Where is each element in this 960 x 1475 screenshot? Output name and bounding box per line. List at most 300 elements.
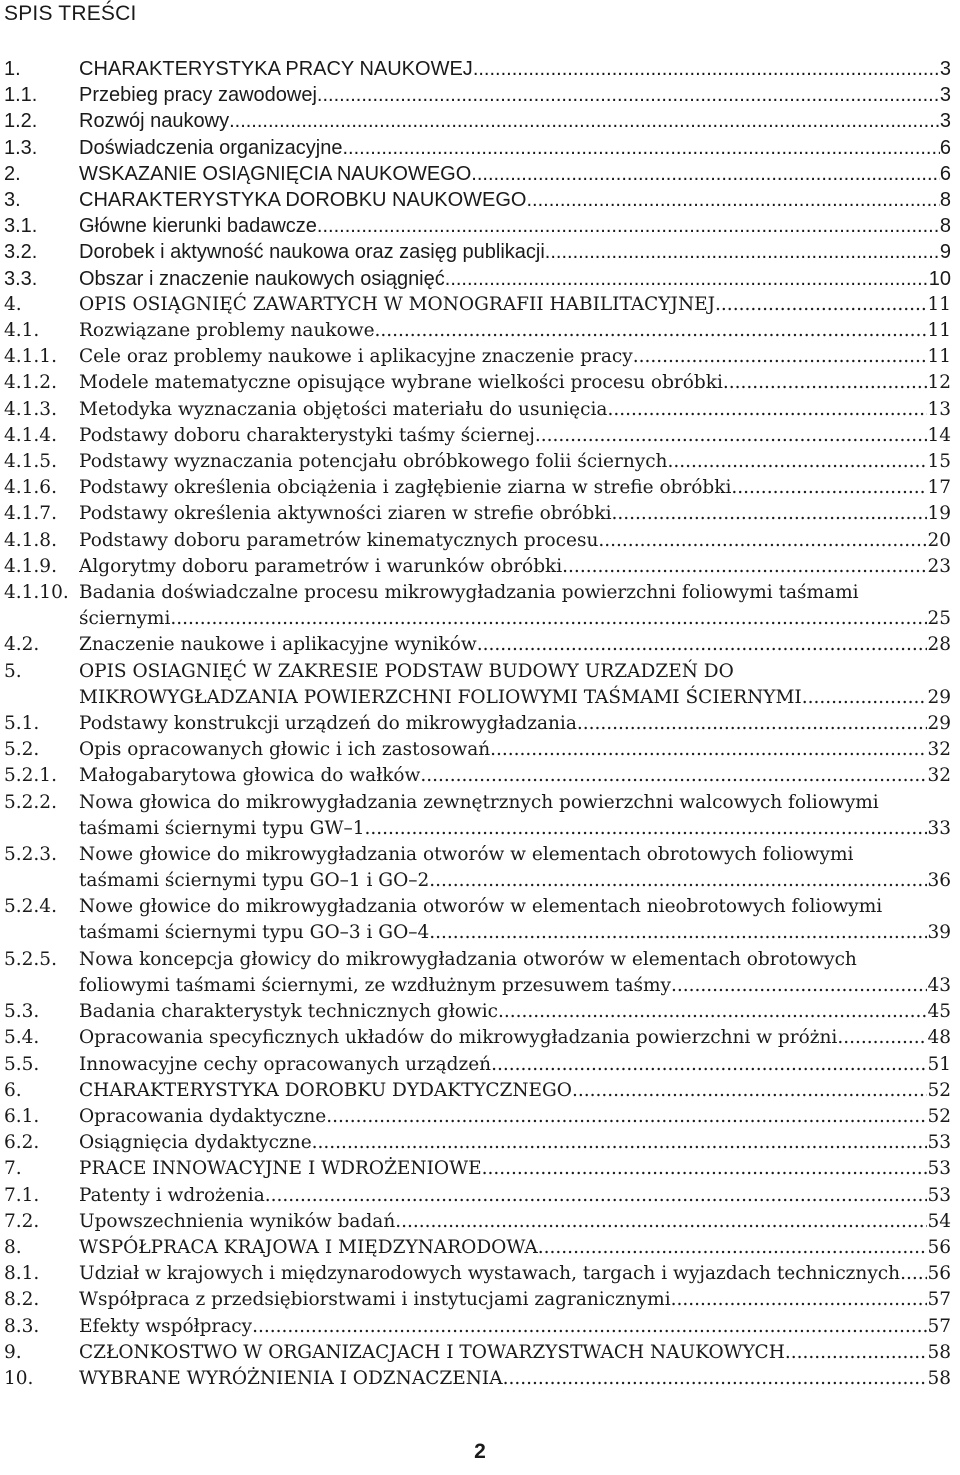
toc-entry-number: 5.2.2. [4, 791, 57, 813]
toc-entry-line [79, 1052, 951, 1078]
toc-entry-text [79, 1078, 951, 1104]
toc-entry[interactable] [0, 580, 960, 632]
toc-entry-page: 23 [927, 555, 951, 577]
dot-leader [364, 816, 927, 842]
toc-entry[interactable] [0, 239, 960, 265]
dot-leader [342, 135, 939, 161]
toc-entry-number: 4.1.1. [4, 346, 57, 368]
toc-entry-number: 10. [4, 1368, 34, 1389]
toc-entry-page: 52 [927, 1106, 951, 1127]
dot-leader [837, 1025, 927, 1051]
toc-entry-number: 8. [4, 1237, 22, 1258]
toc-entry-number: 4.1.5. [4, 451, 57, 472]
toc-entry-line [79, 501, 951, 527]
toc-entry[interactable] [0, 266, 960, 292]
dot-leader [731, 475, 927, 501]
toc-entry-line [79, 56, 951, 82]
toc-entry-text [79, 1340, 951, 1366]
dot-leader [482, 1156, 928, 1182]
toc-entry-text [79, 1025, 951, 1051]
toc-entry-title: Podstawy doboru charakterystyki taśmy ściernej [79, 424, 535, 446]
toc-entry-line [79, 528, 951, 554]
toc-entry-line [79, 161, 951, 187]
toc-entry-page: 3 [939, 110, 951, 133]
toc-entry[interactable] [0, 318, 960, 344]
toc-entry-text [79, 1130, 951, 1156]
toc-entry[interactable] [0, 790, 960, 842]
toc-entry-title: Współpraca z przedsiębiorstwami i instytucjami zagranicznymi [79, 1289, 671, 1311]
toc-entry[interactable] [0, 1340, 960, 1366]
toc-entry-page: 17 [927, 477, 951, 499]
toc-entry-title: Osiągnięcia dydaktyczne [79, 1132, 312, 1154]
toc-entry[interactable] [0, 449, 960, 475]
dot-leader [229, 108, 940, 134]
toc-entry[interactable] [0, 554, 960, 580]
toc-entry-title: Upowszechnienia wyników badań [79, 1210, 396, 1232]
toc-entry-line [79, 1183, 951, 1209]
toc-entry-line [79, 213, 951, 239]
toc-entry-line [79, 606, 951, 632]
toc-entry-title: Przebieg pracy zawodowej [79, 84, 317, 107]
dot-leader [317, 82, 940, 108]
toc-entry-page: 52 [927, 1079, 951, 1101]
toc-entry-title: WYBRANE WYRÓŻNIENIA I ODZNACZENIA [79, 1368, 503, 1389]
toc-entry-number: 4.2. [4, 634, 40, 656]
toc-entry-number: 5.2.4. [4, 896, 57, 918]
toc-entry-number: 8.1. [4, 1263, 40, 1285]
dot-leader [491, 1052, 927, 1078]
toc-entry[interactable] [0, 1209, 960, 1235]
toc-entry-text [79, 161, 951, 187]
toc-entry-number: 5.1. [4, 713, 40, 734]
toc-entry-title: Podstawy określenia aktywności ziaren w strefie obróbki [79, 503, 612, 525]
toc-entry[interactable] [0, 659, 960, 711]
toc-entry-text [79, 763, 951, 789]
toc-entry-line [79, 1104, 951, 1130]
toc-entry-page: 29 [927, 713, 951, 734]
toc-entry-number: 4.1.8. [4, 529, 57, 551]
dot-leader [802, 685, 928, 711]
toc-entry-page: 11 [927, 346, 951, 368]
dot-leader [170, 606, 927, 632]
toc-entry[interactable] [0, 763, 960, 789]
toc-entry-number: 4.1.10. [4, 582, 69, 603]
page-number: 2 [474, 1440, 486, 1463]
toc-entry-line [79, 1287, 951, 1313]
toc-entry-line [79, 266, 951, 292]
toc-entry-line [79, 1156, 951, 1182]
toc-entry-page: 57 [927, 1289, 951, 1311]
toc-entry[interactable] [0, 737, 960, 763]
dot-leader [785, 1340, 928, 1366]
toc-entry-number: 3. [4, 189, 21, 211]
toc-entry-title: Podstawy określenia obciążenia i zagłębienie ziarna w strefie obróbki [79, 477, 732, 499]
toc-entry-page: 57 [927, 1315, 951, 1337]
toc-entry-text [79, 266, 951, 292]
toc-entry-line [79, 449, 951, 475]
dot-leader [723, 370, 928, 396]
dot-leader [535, 423, 928, 449]
toc-entry-line [79, 554, 951, 580]
toc-entry-line [79, 973, 951, 999]
toc-entry[interactable] [0, 1235, 960, 1261]
dot-leader [633, 344, 928, 370]
toc-entry-line [79, 1025, 951, 1051]
toc-entry[interactable] [0, 108, 960, 134]
toc-entry-title: taśmami ściernymi typu GO–1 i GO–2 [79, 870, 430, 891]
toc-entry-title: Rozwiązane problemy naukowe [79, 320, 375, 341]
toc-entry-number: 5.2.3. [4, 844, 57, 865]
toc-entry-title: Cele oraz problemy naukowe i aplikacyjne znaczenie pracy [79, 346, 633, 368]
toc-entry-page: 12 [927, 372, 951, 394]
toc-entry-text [79, 711, 951, 737]
toc-entry[interactable] [0, 1130, 960, 1156]
toc-entry[interactable] [0, 1261, 960, 1287]
toc-entry-line [79, 790, 951, 816]
toc-entry-line [79, 187, 951, 213]
toc-entry-page: 20 [927, 529, 951, 551]
toc-entry-line [79, 920, 951, 946]
toc-entry-line [79, 397, 951, 423]
toc-entry-title: OPIS OSIĄGNIĘĆ ZAWARTYCH W MONOGRAFII HABILITACYJNEJ [79, 293, 716, 315]
toc-entry-page: 13 [927, 398, 951, 420]
dot-leader [312, 1130, 928, 1156]
toc-entry[interactable] [0, 711, 960, 737]
dot-leader [429, 920, 927, 946]
toc-entry-text [79, 1209, 951, 1235]
toc-entry-text [79, 554, 951, 580]
toc-entry[interactable] [0, 947, 960, 999]
toc-entry-title: Małogabarytowa głowica do wałków [79, 765, 421, 787]
toc-entry-title: Patenty i wdrożenia [79, 1184, 265, 1206]
toc-entry-text [79, 632, 951, 658]
toc-entry-text [79, 1052, 951, 1078]
toc-entry-page: 32 [927, 765, 951, 787]
toc-entry-number: 4.1. [4, 320, 40, 341]
toc-entry-line [79, 1235, 951, 1261]
toc-entry-title: Algorytmy doboru parametrów i warunków obróbki [79, 555, 563, 577]
dot-leader [498, 999, 927, 1025]
dot-leader [538, 1235, 928, 1261]
toc-entry-page: 54 [927, 1210, 951, 1232]
toc-entry-text [79, 108, 951, 134]
toc-entry-title: CZŁONKOSTWO W ORGANIZACJACH I TOWARZYSTWACH NAUKOWYCH [79, 1341, 785, 1363]
toc-entry[interactable] [0, 894, 960, 946]
toc-entry-page: 53 [927, 1132, 951, 1154]
toc-entry-number: 3.2. [4, 241, 38, 264]
dot-leader [252, 1314, 927, 1340]
toc-entry[interactable] [0, 423, 960, 449]
toc-entry-line [79, 475, 951, 501]
toc-entry-line [79, 423, 951, 449]
toc-entry-title: Udział w krajowych i międzynarodowych wystawach, targach i wyjazdach technicznych. [79, 1263, 906, 1285]
toc-entry-title: Rozwój naukowy [79, 110, 230, 133]
dot-leader [527, 187, 940, 213]
dot-leader [477, 632, 928, 658]
toc-entry-text [79, 187, 951, 213]
toc-entry-number: 7.1. [4, 1184, 40, 1206]
toc-entry-line [79, 632, 951, 658]
toc-entry-page: 11 [927, 320, 951, 341]
toc-entry-line [79, 344, 951, 370]
toc-entry-line [79, 292, 951, 318]
toc-entry-line [79, 894, 951, 920]
dot-leader [545, 239, 940, 265]
toc-entry-number: 5.3. [4, 1001, 40, 1023]
dot-leader [572, 1078, 927, 1104]
toc-entry-title: Nowe głowice do mikrowygładzania otworów w elementach nieobrotowych foliowymi [79, 896, 883, 918]
toc-entry-text [79, 1366, 951, 1392]
toc-entry-title: taśmami ściernymi typu GW–1 [79, 817, 365, 839]
toc-entry-page: 19 [927, 503, 951, 525]
toc-entry[interactable] [0, 213, 960, 239]
toc-entry-page: 8 [939, 189, 951, 211]
toc-entry-page: 53 [927, 1158, 951, 1180]
dot-leader [607, 397, 927, 423]
toc-entry-page: 33 [927, 817, 951, 839]
toc-entry-line [79, 763, 951, 789]
toc-entry-text [79, 213, 951, 239]
toc-entry-page: 36 [927, 870, 951, 891]
toc-entry-line [79, 370, 951, 396]
toc-entry-number: 5. [4, 660, 22, 682]
dot-leader [490, 737, 927, 763]
toc-entry-text [79, 344, 951, 370]
toc-entry-title: Znaczenie naukowe i aplikacyjne wyników [79, 634, 477, 656]
toc-entry-line [79, 108, 951, 134]
toc-entry-line [79, 868, 951, 894]
toc-entry-number: 5.2. [4, 739, 40, 761]
toc-entry-title: taśmami ściernymi typu GO–3 i GO–4 [79, 922, 430, 944]
toc-entry[interactable] [0, 1052, 960, 1078]
toc-entry-text [79, 475, 951, 501]
toc-entry-number: 6. [4, 1079, 22, 1101]
toc-entry-title: Nowa koncepcja głowicy do mikrowygładzania otworów w elementach obrotowych [79, 948, 857, 970]
toc-entry[interactable] [0, 56, 960, 82]
toc-entry-page: 6 [939, 136, 951, 159]
toc-entry[interactable] [0, 370, 960, 396]
dot-leader [503, 1366, 928, 1392]
toc-entry[interactable] [0, 187, 960, 213]
toc-entry-number: 5.2.1. [4, 765, 57, 787]
toc-entry-page: 58 [927, 1341, 951, 1363]
toc-entry-title: Główne kierunki badawcze [79, 215, 317, 238]
toc-entry-text [79, 1287, 951, 1313]
toc-entry-title: Badania charakterystyk technicznych głowic [79, 1001, 498, 1023]
toc-entry-line [79, 1340, 951, 1366]
toc-entry-page: 15 [927, 451, 951, 472]
toc-entry-page: 6 [939, 162, 951, 185]
toc-entry-title: WSKAZANIE OSIĄGNIĘCIA NAUKOWEGO [79, 162, 472, 185]
toc-entry-line [79, 1078, 951, 1104]
toc-entry-page: 51 [927, 1053, 951, 1075]
dot-leader [906, 1261, 928, 1287]
toc-entry-number: 1. [4, 58, 21, 80]
dot-leader [577, 711, 928, 737]
toc-entry-title: Opis opracowanych głowic i ich zastosowań [79, 739, 491, 761]
toc-entry-line [79, 842, 951, 868]
toc-entry-page: 11 [927, 293, 951, 315]
toc-entry-title: Opracowania dydaktyczne [79, 1106, 327, 1127]
toc-entry-title: Podstawy wyznaczania potencjału obróbkowego folii ściernych [79, 451, 668, 472]
dot-leader [671, 1287, 928, 1313]
toc-entry-number: 1.1. [4, 84, 38, 107]
toc-entry[interactable] [0, 1314, 960, 1340]
dot-leader [265, 1183, 928, 1209]
toc-entry[interactable] [0, 1366, 960, 1392]
toc-entry-text [79, 370, 951, 396]
toc-entry[interactable] [0, 1025, 960, 1051]
toc-entry-text [79, 894, 951, 946]
toc-entry-title: MIKROWYGŁADZANIA POWIERZCHNI FOLIOWYMI TAŚMAMI ŚCIERNYMI [79, 686, 802, 708]
toc-entry-text [79, 397, 951, 423]
toc-entry-number: 5.2.5. [4, 948, 57, 970]
toc-entry-text [79, 423, 951, 449]
toc-entry[interactable] [0, 501, 960, 527]
toc-entry-title: ściernymi [79, 608, 171, 629]
dot-leader [667, 449, 927, 475]
toc-entry-text [79, 659, 951, 711]
toc-entry-title: Doświadczenia organizacyjne [79, 136, 343, 159]
toc-entry-number: 3.3. [4, 267, 38, 290]
toc-entry-text [79, 292, 951, 318]
toc-entry-line [79, 816, 951, 842]
dot-leader [429, 868, 927, 894]
toc-entry-page: 43 [927, 974, 951, 996]
toc-entry-page: 28 [927, 634, 951, 656]
toc-entry-number: 4.1.4. [4, 424, 57, 446]
toc-entry-text [79, 737, 951, 763]
toc-entry[interactable] [0, 344, 960, 370]
toc-entry[interactable] [0, 82, 960, 108]
toc-entry[interactable] [0, 135, 960, 161]
toc-entry[interactable] [0, 999, 960, 1025]
toc-entry-text [79, 842, 951, 894]
toc-entry-title: Obszar i znaczenie naukowych osiągnięć [79, 267, 445, 290]
toc-entry-line [79, 82, 951, 108]
dot-leader [473, 56, 940, 82]
toc-entry-number: 4.1.3. [4, 398, 57, 420]
toc-entry-number: 8.2. [4, 1289, 40, 1311]
toc-entry-number: 4.1.2. [4, 372, 57, 394]
toc-entry-line [79, 737, 951, 763]
toc-entry-number: 4.1.6. [4, 477, 57, 499]
toc-entry-text [79, 56, 951, 82]
toc-entry[interactable] [0, 1104, 960, 1130]
toc-entry-page: 56 [927, 1237, 951, 1258]
toc-entry-text [79, 449, 951, 475]
toc-entry-page: 58 [927, 1368, 951, 1389]
dot-leader [715, 292, 927, 318]
toc-entry-page: 25 [927, 608, 951, 629]
dot-leader [326, 1104, 927, 1130]
toc-entry-text [79, 135, 951, 161]
toc-entry-text [79, 790, 951, 842]
toc-entry[interactable] [0, 161, 960, 187]
toc-entry-page: 48 [927, 1027, 951, 1049]
toc-entry-text [79, 1314, 951, 1340]
toc-entry-page: 9 [939, 241, 951, 264]
toc-entry-text [79, 318, 951, 344]
toc-entry-title: CHARAKTERYSTYKA PRACY NAUKOWEJ [79, 58, 473, 80]
toc-entry-text [79, 1156, 951, 1182]
toc-entry-line [79, 1209, 951, 1235]
toc-entry-page: 3 [939, 84, 951, 107]
toc-entry-title: Innowacyjne cechy opracowanych urządzeń [79, 1053, 492, 1075]
dot-leader [562, 554, 927, 580]
toc-entry-title: Modele matematyczne opisujące wybrane wielkości procesu obróbki [79, 372, 723, 394]
toc-entry-line [79, 947, 951, 973]
toc-entry-number: 4. [4, 293, 22, 315]
toc-entry[interactable] [0, 1156, 960, 1182]
toc-entry-line [79, 685, 951, 711]
dot-leader [612, 501, 928, 527]
toc-entry-number: 4.1.7. [4, 503, 57, 525]
toc-entry-text [79, 528, 951, 554]
toc-entry-title: PRACE INNOWACYJNE I WDROŻENIOWE [79, 1158, 482, 1180]
toc-entry-number: 8.3. [4, 1315, 40, 1337]
toc-entry-title: Nowe głowice do mikrowygładzania otworów w elementach obrotowych foliowymi [79, 844, 854, 865]
toc-entry[interactable] [0, 1078, 960, 1104]
toc-entry-number: 5.4. [4, 1027, 40, 1049]
toc-entry-number: 9. [4, 1341, 22, 1363]
toc-entry[interactable] [0, 397, 960, 423]
toc-entry[interactable] [0, 292, 960, 318]
toc-entry[interactable] [0, 1183, 960, 1209]
toc-entry-page: 45 [927, 1001, 951, 1023]
toc-entry-number: 1.2. [4, 110, 38, 133]
toc-entry-title: Podstawy konstrukcji urządzeń do mikrowygładzania [79, 713, 577, 734]
toc-entry-title: CHARAKTERYSTYKA DOROBKU NAUKOWEGO [79, 189, 527, 211]
toc-entry-number: 7. [4, 1158, 22, 1180]
toc-entry-line [79, 1130, 951, 1156]
toc-entry-title: Podstawy doboru parametrów kinematycznych procesu [79, 529, 599, 551]
toc-entry-page: 10 [928, 267, 951, 290]
toc-entry-line [79, 711, 951, 737]
toc-entry-title: foliowymi taśmami ściernymi, ze wzdłużnym przesuwem taśmy [79, 974, 671, 996]
dot-leader [598, 528, 927, 554]
dot-leader [420, 763, 927, 789]
toc-entry-line [79, 999, 951, 1025]
toc-entry-text [79, 1104, 951, 1130]
toc-entry[interactable] [0, 475, 960, 501]
toc-entry-number: 6.2. [4, 1132, 40, 1154]
toc-entry-title: OPIS OSIAGNIĘĆ W ZAKRESIE PODSTAW BUDOWY URZADZEŃ DO [79, 660, 734, 682]
toc-entry-title: Efekty współpracy [79, 1315, 253, 1337]
toc-entry[interactable] [0, 1287, 960, 1313]
toc-entry-page: 56 [927, 1263, 951, 1285]
toc-entry-page: 53 [927, 1184, 951, 1206]
toc-entry-text [79, 82, 951, 108]
toc-entry-number: 7.2. [4, 1210, 40, 1232]
toc-entry-title: Opracowania specyficznych układów do mikrowygładzania powierzchni w próżni [79, 1027, 838, 1049]
toc-entry[interactable] [0, 528, 960, 554]
toc-entry-title: WSPÓŁPRACA KRAJOWA I MIĘDZYNARODOWA [79, 1237, 538, 1258]
toc-entry-number: 2. [4, 162, 21, 185]
toc-entry[interactable] [0, 842, 960, 894]
toc-entry[interactable] [0, 632, 960, 658]
dot-leader [471, 161, 940, 187]
toc-entry-text [79, 1261, 951, 1287]
toc-entry-number: 6.1. [4, 1106, 40, 1127]
toc-entry-line [79, 1261, 951, 1287]
toc-entry-title: Nowa głowica do mikrowygładzania zewnętrznych powierzchni walcowych foliowymi [79, 791, 879, 813]
toc-entry-line [79, 239, 951, 265]
page-title: SPIS TREŚCI [4, 2, 137, 25]
dot-leader [317, 213, 940, 239]
toc-entry-title: CHARAKTERYSTYKA DOROBKU DYDAKTYCZNEGO [79, 1079, 572, 1101]
dot-leader [671, 973, 927, 999]
